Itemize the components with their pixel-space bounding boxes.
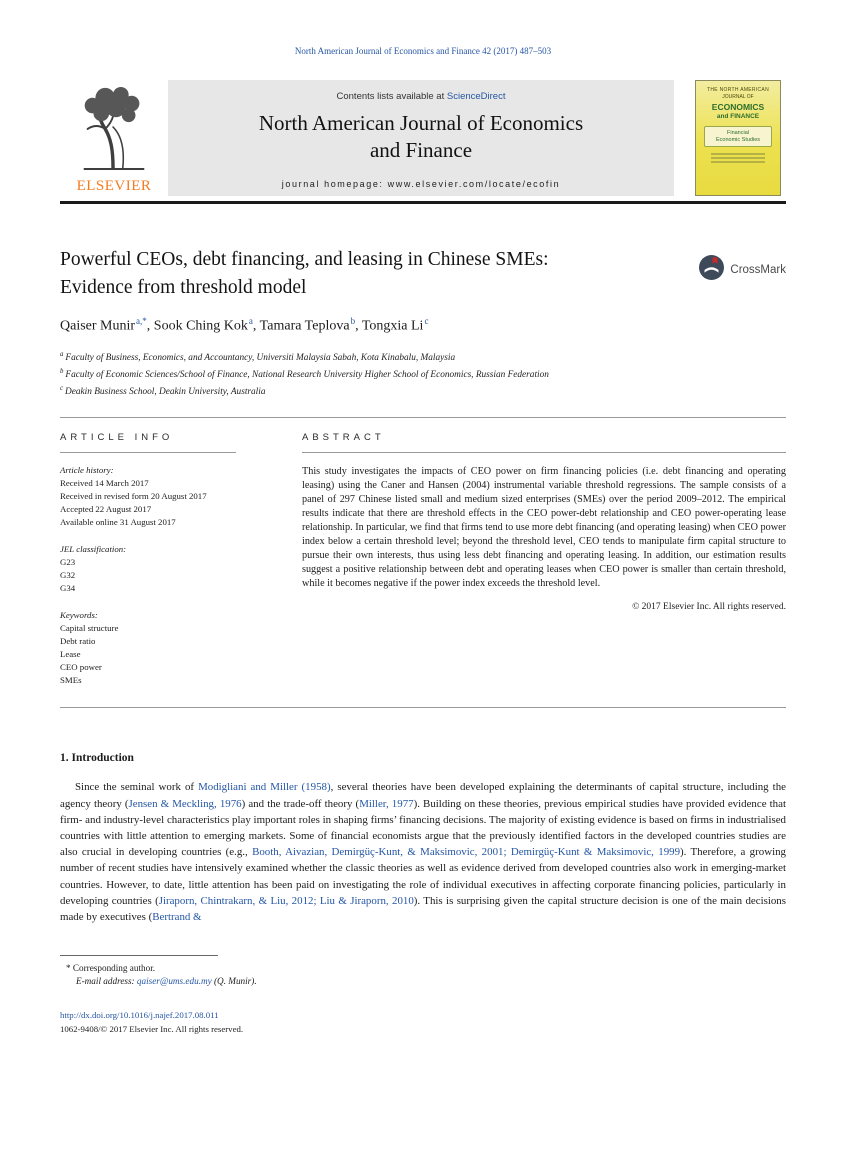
section-divider-top [60, 417, 786, 418]
article-info-column [60, 432, 236, 687]
article-title-line2: Evidence from threshold model [60, 276, 307, 298]
author-name: Tongxia Li [361, 319, 424, 335]
affiliation-sup: b [60, 368, 64, 376]
author-separator: , [146, 319, 154, 335]
journal-homepage-link[interactable]: journal homepage: www.elsevier.com/locate/ecofin [281, 179, 561, 189]
keywords-label: Keywords: [60, 610, 98, 621]
history-revised: Received in revised form 20 August 2017 [60, 491, 207, 502]
paragraph-text: ). Therefore, a growing number of recent studies have intensively examined whether the classic theories as well as evidence derived from developed countries also work in emerging-market countries. However, to date, little attention has been paid on investigating the role of individual executives in affecting corporate financing policies, particularly in developing countries ( [60, 846, 786, 907]
affiliation-sup: a [60, 351, 64, 359]
author-affiliation-ref[interactable]: c [424, 316, 429, 327]
sciencedirect-link[interactable]: ScienceDirect [446, 91, 506, 102]
citation-link[interactable]: Jensen & Meckling, 1976 [128, 797, 242, 810]
author-affiliation-ref[interactable]: b [350, 316, 356, 327]
cover-panel [704, 126, 772, 147]
jel-label: JEL classification: [60, 544, 127, 555]
paragraph-text: ). Building on these theories, previous empirical studies have provided evidence that firm- and industry-level characteristics play important roles in shaping firms’ financing decisions. The majority of existing evidence is based on firms in industrialised countries with little attention to emerging markets. Some of financial economists argue that the previously identified factors in the developed countries studies are also crucial in developing countries (e.g., [60, 797, 786, 859]
author-affiliation-ref[interactable]: a [248, 316, 253, 327]
footnote-marker: * [66, 963, 71, 974]
article-title [60, 246, 549, 301]
keyword: SMEs [60, 675, 82, 686]
keyword: CEO power [60, 662, 102, 673]
email-label: E-mail address: [76, 976, 135, 987]
cover-line2: JOURNAL OF [722, 94, 754, 100]
history-accepted: Accepted 22 August 2017 [60, 504, 152, 515]
citation-link[interactable]: Booth, Aivazian, Demirgüç-Kunt, & Maksimovic, 2001; Demirgüç-Kunt & Maksimovic, 1999 [252, 846, 681, 859]
elsevier-tree-icon [72, 82, 156, 177]
paragraph-text: Since the seminal work of [75, 781, 199, 794]
corresponding-text: Corresponding author. [72, 963, 156, 974]
journal-citation[interactable]: North American Journal of Economics and Finance 42 (2017) 487–503 [294, 46, 552, 56]
footnote-divider [60, 955, 218, 956]
introduction-heading: 1. Introduction [60, 752, 134, 765]
cover-panel-line2: Economic Studies [715, 137, 761, 143]
affiliation-text: Faculty of Economic Sciences/School of Finance, National Research University Higher School of Economics, Russian Federation [65, 370, 549, 381]
doi-link[interactable]: http://dx.doi.org/10.1016/j.najef.2017.08.011 [60, 1010, 219, 1021]
keyword: Debt ratio [60, 636, 96, 647]
contents-prefix: Contents lists available at [336, 91, 447, 102]
crossmark-icon [698, 254, 725, 286]
authors-line [60, 316, 786, 335]
email-suffix: (Q. Munir). [211, 976, 257, 987]
elsevier-logo[interactable] [60, 80, 168, 196]
crossmark-label: CrossMark [730, 264, 786, 276]
citation-link[interactable]: Jiraporn, Chintrakarn, & Liu, 2012; Liu & Jiraporn, 2010 [158, 894, 414, 907]
journal-title [168, 110, 674, 165]
abstract-heading: ABSTRACT [302, 432, 786, 453]
corresponding-author-note [60, 963, 786, 973]
affiliation-sup: c [60, 385, 64, 393]
cover-decoration [711, 153, 765, 163]
email-note [60, 976, 786, 986]
jel-code: G23 [60, 557, 76, 568]
affiliations [60, 348, 786, 399]
affiliation-c [60, 382, 786, 399]
author-name: Qaiser Munir [60, 319, 136, 335]
paragraph-text: , several theories have been developed explaining the determinants of capital structure, including the agency theory ( [60, 781, 786, 810]
cover-line3: ECONOMICS [711, 102, 765, 112]
abstract-text: This study investigates the impacts of CEO power on firm financing policies (i.e. debt financing and operating leasing) using the Caner and Hansen (2004) instrumental variable threshold regressions. The sample consists of a panel of 297 Chinese listed small and medium sized enterprises (SMEs) over the period 2009–2012. The empirical results indicate that there are threshold effects in the CEO power-debt relationship and CEO power-operating lease relationship. In particular, we find that firms tend to use more debt financing (and operating leasing) when CEO power index below a certain threshold level; beyond the threshold level, CEO tends to manipulate firm capital structure to pursue their own interests, thus using less debt financing and operating leasing. In addition, our estimation results suggest a positive relationship between debt and operating leases when CEO power is smaller than certain threshold, while it becomes negative if the power index exceeds the threshold level. [302, 466, 786, 590]
keywords [60, 609, 236, 687]
history-label: Article history: [60, 465, 114, 476]
article-title-line1: Powerful CEOs, debt financing, and leasing in Chinese SMEs: [60, 249, 549, 270]
email-link[interactable]: qaiser@ums.edu.my [136, 976, 212, 987]
affiliation-a [60, 348, 786, 365]
author-separator: , [355, 319, 362, 335]
section-divider-bottom [60, 707, 786, 708]
article-history [60, 464, 236, 529]
history-received: Received 14 March 2017 [60, 478, 149, 489]
jel-classification [60, 543, 236, 595]
issn-rights-line: 1062-9408/© 2017 Elsevier Inc. All rights reserved. [60, 1024, 244, 1035]
article-info-heading: ARTICLE INFO [60, 432, 236, 453]
affiliation-b [60, 365, 786, 382]
journal-banner [168, 80, 674, 196]
history-online: Available online 31 August 2017 [60, 517, 176, 528]
cover-line1: THE NORTH AMERICAN [707, 87, 769, 93]
author-name: Sook Ching Kok [153, 319, 248, 335]
abstract-copyright: © 2017 Elsevier Inc. All rights reserved. [632, 602, 786, 613]
elsevier-wordmark: ELSEVIER [76, 178, 152, 194]
keyword: Lease [60, 649, 81, 660]
journal-title-line1: North American Journal of Economics [258, 111, 584, 135]
contents-line [168, 91, 674, 102]
cover-line4: and FINANCE [716, 113, 760, 120]
intro-paragraph [60, 779, 786, 925]
author-name: Tamara Teplova [259, 319, 350, 335]
jel-code: G34 [60, 583, 76, 594]
author-separator: , [252, 319, 260, 335]
abstract-column [302, 432, 786, 687]
jel-code: G32 [60, 570, 76, 581]
crossmark-badge[interactable] [698, 254, 786, 286]
paragraph-text: ) and the trade-off theory ( [241, 797, 360, 810]
header-divider [60, 201, 786, 204]
author-affiliation-ref[interactable]: a,* [136, 316, 147, 327]
journal-title-line2: and Finance [369, 138, 473, 163]
citation-link[interactable]: Bertrand & [152, 910, 202, 923]
journal-cover-thumbnail[interactable] [695, 80, 781, 196]
citation-link[interactable]: Modigliani and Miller (1958) [198, 781, 331, 794]
cover-panel-line1: Financial [726, 130, 749, 136]
paragraph-text: ). This is surprising given the capital structure decision is one of the main decisions made by executives ( [60, 894, 786, 923]
citation-link[interactable]: Miller, 1977 [359, 797, 414, 810]
affiliation-text: Deakin Business School, Deakin University, Australia [65, 387, 266, 398]
keyword: Capital structure [60, 623, 119, 634]
affiliation-text: Faculty of Business, Economics, and Accountancy, Universiti Malaysia Sabah, Kota Kinabalu, Malaysia [65, 353, 456, 364]
journal-header [60, 80, 786, 196]
